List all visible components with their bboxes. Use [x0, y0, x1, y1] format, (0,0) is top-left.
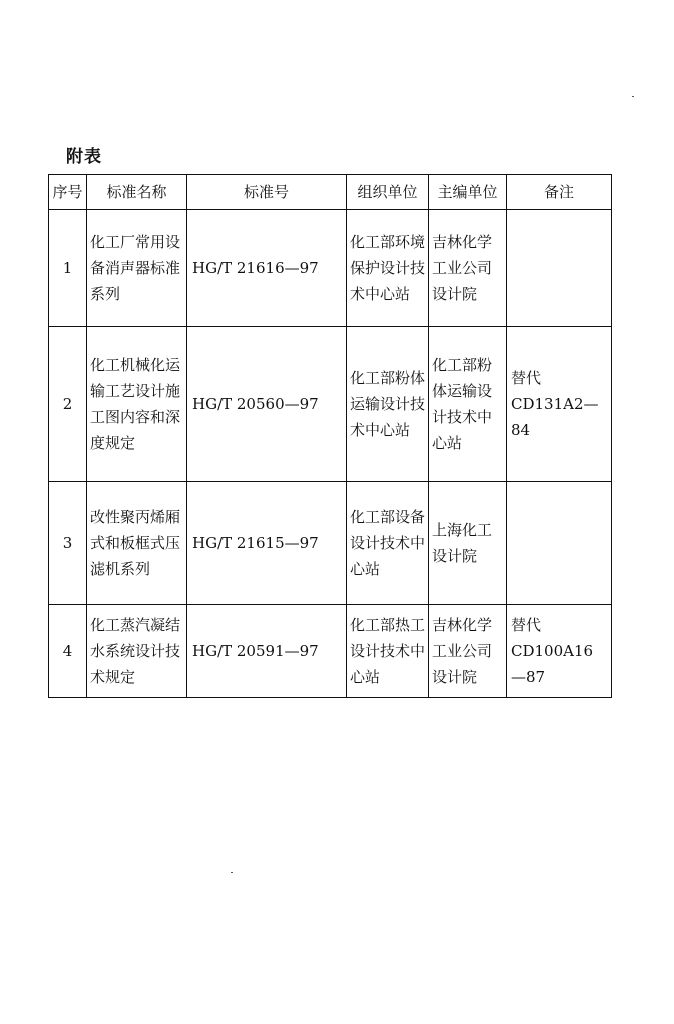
cell-organizing-unit: 化工部环境保护设计技术中心站	[347, 210, 429, 327]
header-remarks: 备注	[507, 175, 612, 210]
cell-remarks	[507, 482, 612, 605]
cell-serial-no: 4	[49, 605, 87, 698]
header-serial-no: 序号	[49, 175, 87, 210]
cell-standard-name: 化工蒸汽凝结水系统设计技术规定	[87, 605, 187, 698]
cell-chief-editor-unit: 吉林化学工业公司设计院	[429, 605, 507, 698]
cell-standard-number: HG/T 21615—97	[187, 482, 347, 605]
cell-remarks	[507, 210, 612, 327]
cell-remarks: 替代 CD131A2—84	[507, 327, 612, 482]
cell-remarks: 替代 CD100A16—87	[507, 605, 612, 698]
table-row	[49, 482, 612, 605]
scan-speck	[632, 96, 634, 97]
header-organizing-unit: 组织单位	[347, 175, 429, 210]
table-row	[49, 327, 612, 482]
cell-standard-number: HG/T 20591—97	[187, 605, 347, 698]
cell-organizing-unit: 化工部热工设计技术中心站	[347, 605, 429, 698]
page-title: 附表	[66, 147, 102, 167]
cell-standard-name: 化工机械化运输工艺设计施工图内容和深度规定	[87, 327, 187, 482]
cell-chief-editor-unit: 化工部粉体运输设计技术中心站	[429, 327, 507, 482]
cell-chief-editor-unit: 吉林化学工业公司设计院	[429, 210, 507, 327]
cell-chief-editor-unit: 上海化工设计院	[429, 482, 507, 605]
cell-standard-name: 改性聚丙烯厢式和板框式压滤机系列	[87, 482, 187, 605]
scan-speck	[231, 872, 233, 873]
cell-organizing-unit: 化工部粉体运输设计技术中心站	[347, 327, 429, 482]
cell-organizing-unit: 化工部设备设计技术中心站	[347, 482, 429, 605]
table-header-row	[49, 175, 612, 210]
header-standard-name: 标准名称	[87, 175, 187, 210]
cell-standard-number: HG/T 20560—97	[187, 327, 347, 482]
table-row	[49, 605, 612, 698]
header-standard-number: 标准号	[187, 175, 347, 210]
cell-standard-number: HG/T 21616—97	[187, 210, 347, 327]
table-row	[49, 210, 612, 327]
header-chief-editor-unit: 主编单位	[429, 175, 507, 210]
appendix-table	[48, 174, 612, 698]
cell-serial-no: 3	[49, 482, 87, 605]
cell-serial-no: 2	[49, 327, 87, 482]
cell-serial-no: 1	[49, 210, 87, 327]
cell-standard-name: 化工厂常用设备消声器标准系列	[87, 210, 187, 327]
